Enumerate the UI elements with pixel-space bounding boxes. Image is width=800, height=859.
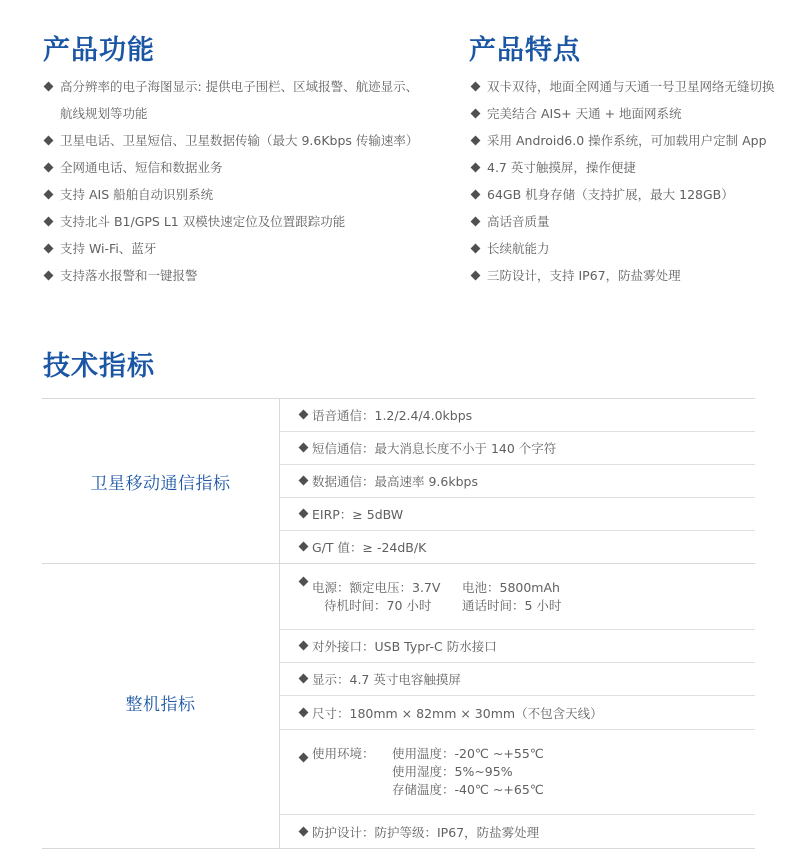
diamond-bullet-icon (299, 577, 309, 587)
environment-spec-grid (312, 745, 755, 799)
product-features-title: 产品功能 (43, 35, 155, 66)
highlight-item (471, 100, 800, 127)
feature-item (44, 208, 444, 235)
highlight-text: 高话音质量 (487, 214, 550, 229)
power-voltage: 电源：额定电压：3.7V (312, 579, 441, 595)
product-highlights-title: 产品特点 (469, 35, 581, 66)
diamond-bullet-icon (44, 163, 54, 173)
spec-text: 短信通信：最大消息长度不小于 140 个字符 (312, 441, 557, 456)
spec-text: EIRP：≥ 5dBW (312, 507, 404, 522)
diamond-bullet-icon (471, 163, 481, 173)
spec-row-environment (280, 730, 755, 815)
diamond-bullet-icon (44, 217, 54, 227)
diamond-bullet-icon (299, 826, 309, 836)
diamond-bullet-icon (44, 82, 54, 92)
feature-text: 支持落水报警和一键报警 (60, 268, 198, 283)
product-highlights-list (471, 73, 800, 289)
spec-text: 对外接口：USB Typr-C 防水接口 (312, 639, 497, 654)
highlight-text: 双卡双待，地面全网通与天通一号卫星网络无缝切换 (487, 79, 775, 94)
diamond-bullet-icon (299, 753, 309, 763)
feature-item (44, 181, 444, 208)
spec-row (280, 663, 755, 696)
spacer (312, 781, 392, 799)
power-spec-grid (312, 579, 755, 615)
diamond-bullet-icon (471, 217, 481, 227)
diamond-bullet-icon (471, 109, 481, 119)
feature-item (44, 127, 444, 154)
highlight-text: 长续航能力 (487, 241, 550, 256)
highlight-item (471, 73, 800, 100)
spec-row (280, 630, 755, 663)
spec-row (280, 399, 755, 432)
diamond-bullet-icon (471, 82, 481, 92)
diamond-bullet-icon (471, 244, 481, 254)
diamond-bullet-icon (44, 244, 54, 254)
technical-specs-title: 技术指标 (43, 351, 155, 382)
spec-text: 数据通信：最高速率 9.6kbps (312, 474, 478, 489)
feature-text: 高分辨率的电子海图显示: 提供电子围栏、区域报警、航迹显示、 (60, 79, 419, 94)
highlight-item (471, 262, 800, 289)
spec-text: 尺寸：180mm × 82mm × 30mm（不包含天线） (312, 705, 603, 721)
power-battery: 电池：5800mAh (462, 579, 560, 595)
feature-text: 支持北斗 B1/GPS L1 双模快速定位及位置跟踪功能 (60, 214, 346, 229)
feature-text: 全网通电话、短信和数据业务 (60, 160, 223, 175)
spec-text: 防护设计：防护等级：IP67，防盐雾处理 (312, 824, 540, 840)
spec-row (280, 498, 755, 531)
diamond-bullet-icon (44, 271, 54, 281)
highlight-item (471, 181, 800, 208)
diamond-bullet-icon (299, 443, 309, 453)
spec-rows (280, 564, 755, 848)
power-talk: 通话时间：5 小时 (462, 597, 562, 613)
spec-row (280, 531, 755, 563)
feature-text: 支持 Wi-Fi、蓝牙 (60, 241, 157, 256)
diamond-bullet-icon (299, 641, 309, 651)
spec-group-label: 整机指标 (42, 564, 280, 848)
feature-item (44, 73, 444, 127)
spec-row (280, 815, 755, 848)
diamond-bullet-icon (44, 136, 54, 146)
spec-row (280, 696, 755, 730)
diamond-bullet-icon (299, 410, 309, 420)
operating-humidity: 使用湿度：5%~95% (392, 764, 513, 779)
spec-text: 显示：4.7 英寸电容触摸屏 (312, 672, 461, 687)
spec-text: 语音通信：1.2/2.4/4.0kbps (312, 408, 473, 423)
product-features-list (44, 73, 444, 289)
diamond-bullet-icon (471, 190, 481, 200)
spec-row (280, 465, 755, 498)
diamond-bullet-icon (44, 190, 54, 200)
highlight-text: 采用 Android6.0 操作系统，可加载用户定制 App (487, 133, 767, 148)
storage-temperature: 存储温度：-40℃ ~+65℃ (392, 782, 544, 797)
highlight-text: 4.7 英寸触摸屏，操作便捷 (487, 160, 636, 175)
spacer (312, 763, 392, 781)
feature-item (44, 154, 444, 181)
highlight-item (471, 154, 800, 181)
highlight-text: 完美结合 AIS+ 天通 + 地面网系统 (487, 106, 682, 121)
spec-group-device (42, 564, 755, 849)
feature-text: 支持 AIS 船舶自动识别系统 (60, 187, 214, 202)
highlight-item (471, 235, 800, 262)
spec-text: G/T 值：≥ -24dB/K (312, 540, 427, 555)
diamond-bullet-icon (299, 674, 309, 684)
highlight-item (471, 208, 800, 235)
specs-table (42, 398, 755, 849)
diamond-bullet-icon (299, 707, 309, 717)
diamond-bullet-icon (299, 509, 309, 519)
feature-text-continued: 航线规划等功能 (60, 106, 148, 121)
feature-item (44, 235, 444, 262)
highlight-text: 64GB 机身存储（支持扩展，最大 128GB） (487, 187, 734, 202)
spec-rows (280, 399, 755, 563)
highlight-text: 三防设计，支持 IP67，防盐雾处理 (487, 268, 681, 283)
feature-item (44, 262, 444, 289)
diamond-bullet-icon (299, 476, 309, 486)
operating-temperature: 使用温度：-20℃ ~+55℃ (392, 746, 544, 761)
diamond-bullet-icon (299, 542, 309, 552)
spec-group-satellite (42, 399, 755, 564)
highlight-item (471, 127, 800, 154)
spec-group-label: 卫星移动通信指标 (42, 399, 280, 563)
environment-label: 使用环境： (312, 746, 375, 761)
spec-row-power (280, 564, 755, 630)
spec-row (280, 432, 755, 465)
diamond-bullet-icon (471, 271, 481, 281)
diamond-bullet-icon (471, 136, 481, 146)
feature-text: 卫星电话、卫星短信、卫星数据传输（最大 9.6Kbps 传输速率） (60, 133, 419, 148)
power-standby: 待机时间：70 小时 (324, 597, 432, 613)
